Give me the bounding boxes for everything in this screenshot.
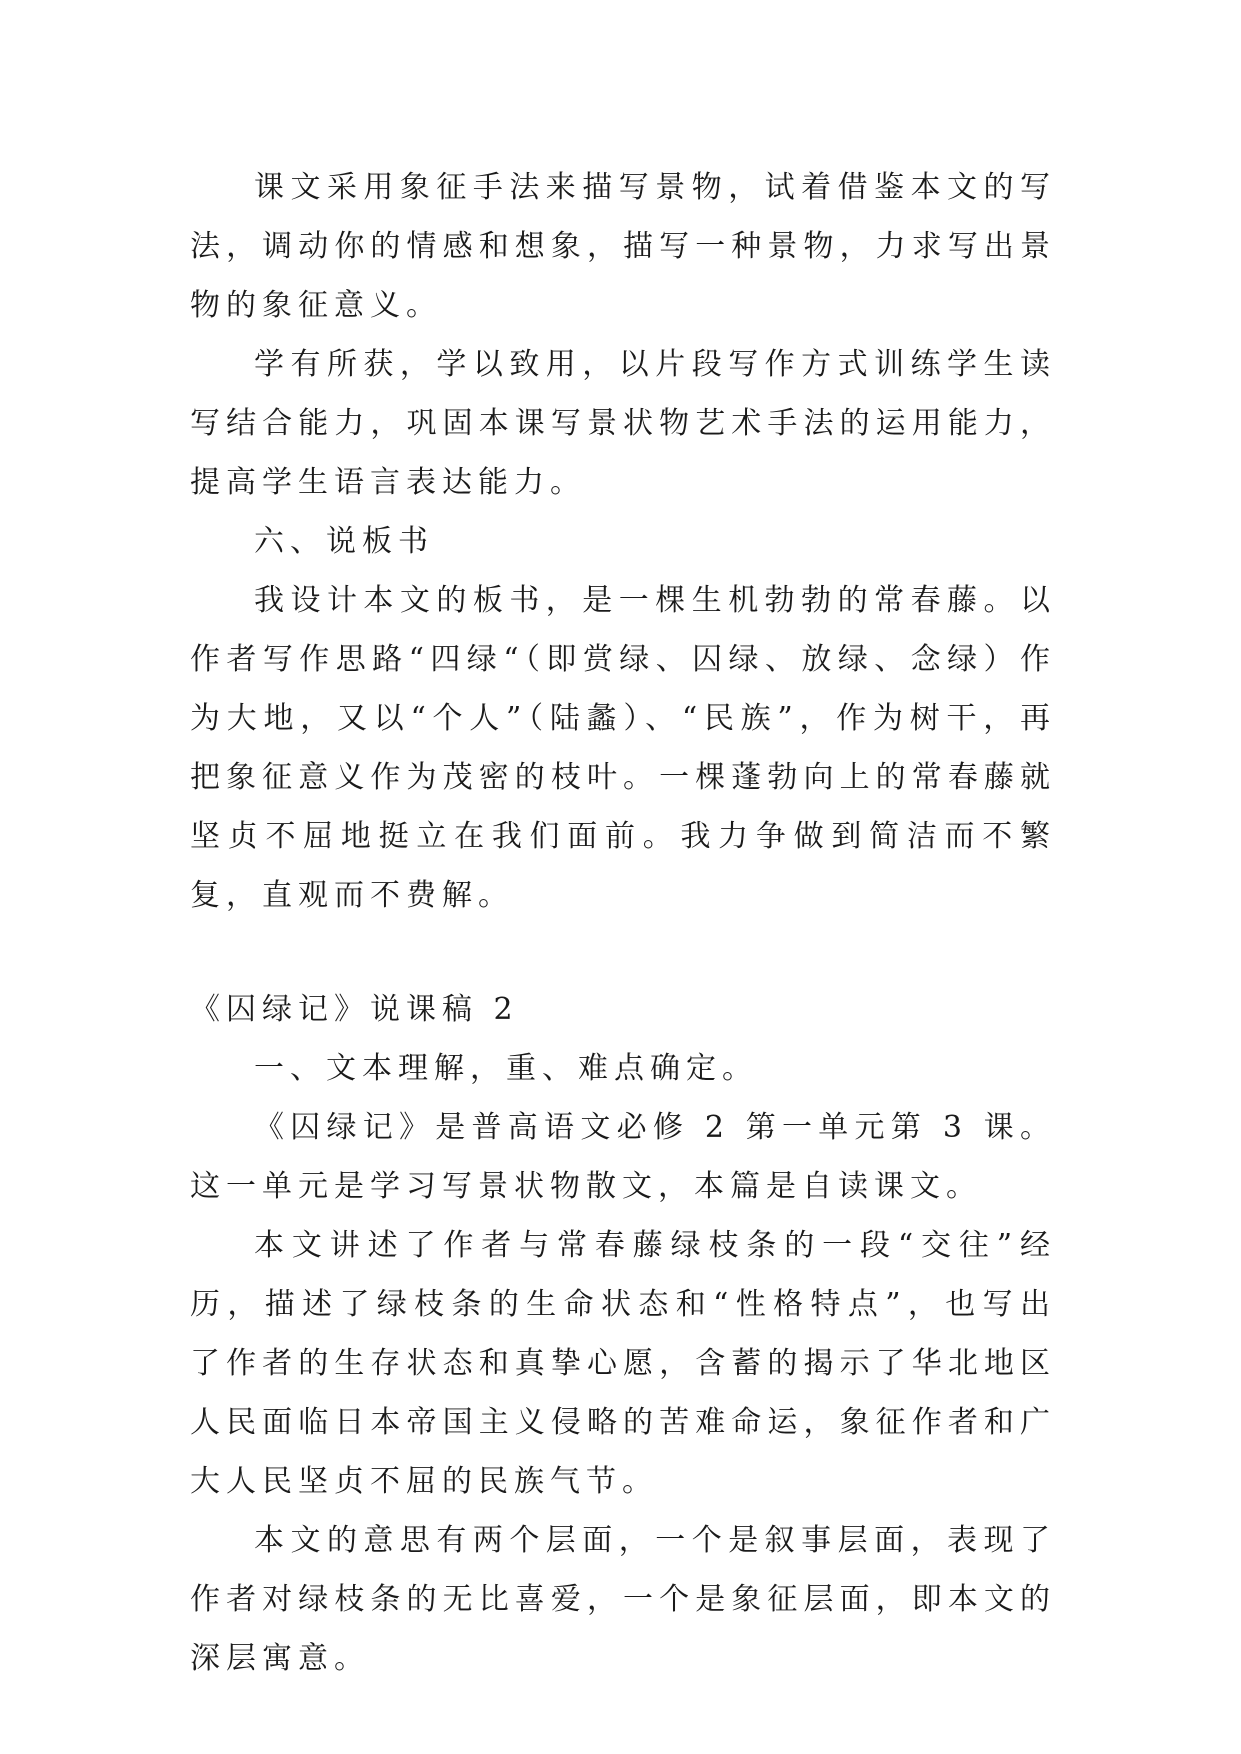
- paragraph: 本文讲述了作者与常春藤绿枝条的一段“交往”经历，描述了绿枝条的生命状态和“性格特点”，也写出了作者的生存状态和真挚心愿，含蓄的揭示了华北地区人民面临日本帝国主义侵略的苦难命运，象征作者和广大人民坚贞不屈的民族气节。: [190, 1228, 1056, 1499]
- paragraph: 课文采用象征手法来描写景物，试着借鉴本文的写法，调动你的情感和想象，描写一种景物，力求写出景物的象征意义。: [190, 170, 1056, 323]
- section-heading: 一、文本理解，重、难点确定。: [254, 1051, 758, 1086]
- section-gap: [190, 925, 1056, 980]
- paragraph: 我设计本文的板书，是一棵生机勃勃的常春藤。以作者写作思路“四绿“（即赏绿、囚绿、放绿、念绿）作为大地，又以“个人”（陆蠡）、“民族”，作为树干，再把象征意义作为茂密的枝叶。一棵蓬勃向上的常春藤就坚贞不屈地挺立在我们面前。我力争做到简洁而不繁复，直观而不费解。: [190, 583, 1056, 913]
- paragraph: 《囚绿记》是普高语文必修 2 第一单元第 3 课。这一单元是学习写景状物散文，本篇是自读课文。: [190, 1110, 1056, 1204]
- document-title: 《囚绿记》说课稿 2: [190, 992, 519, 1027]
- paragraph: 本文的意思有两个层面，一个是叙事层面，表现了作者对绿枝条的无比喜爱，一个是象征层面，即本文的深层寓意。: [190, 1523, 1056, 1676]
- paragraph: 学有所获，学以致用，以片段写作方式训练学生读写结合能力，巩固本课写景状物艺术手法的运用能力，提高学生语言表达能力。: [190, 347, 1056, 500]
- document-body: [190, 158, 1056, 1688]
- section-heading: 六、说板书: [254, 524, 434, 559]
